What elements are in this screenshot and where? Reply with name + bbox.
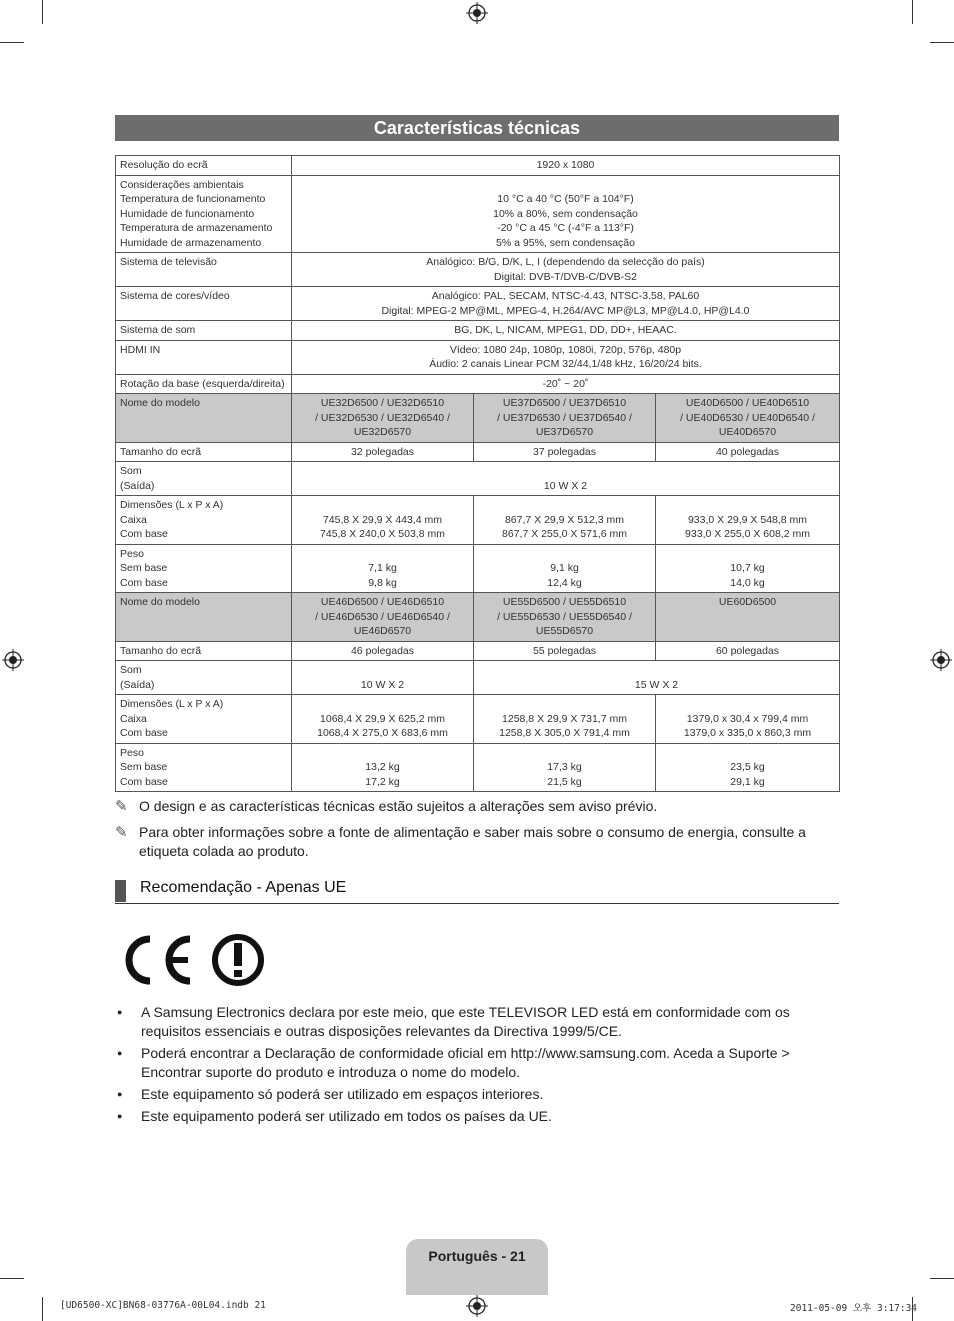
spec-value-line: 32 polegadas — [350, 445, 415, 458]
spec-value — [474, 496, 656, 545]
compliance-logos — [116, 932, 266, 988]
spec-value — [292, 175, 840, 253]
spec-value-line: UE55D6570 — [535, 625, 594, 637]
table-row — [116, 340, 840, 374]
spec-value — [656, 442, 840, 462]
spec-value-line: 745,8 X 29,9 X 443,4 mm — [322, 513, 443, 526]
row-label-line: Com base — [120, 727, 168, 739]
note-item — [115, 823, 839, 861]
row-label-line: Dimensões (L x P x A) — [120, 499, 224, 511]
row-label — [116, 340, 292, 374]
row-label-line: Sistema de som — [120, 324, 196, 336]
spec-value-line: / UE32D6530 / UE32D6540 / — [315, 411, 450, 424]
spec-value-line: UE40D6500 / UE40D6510 — [685, 397, 810, 409]
recommendation-heading-text: Recomendação - Apenas UE — [140, 879, 347, 896]
spec-value-line: 933,0 X 255,0 X 608,2 mm — [685, 528, 810, 540]
spec-value-line: Áudio: 2 canais Linear PCM 32/44,1/48 kHz, 16/20/24 bits. — [429, 358, 702, 370]
spec-value-line: 1258,8 X 305,0 X 791,4 mm — [499, 727, 630, 739]
row-label — [116, 496, 292, 545]
list-item — [115, 1003, 839, 1041]
spec-value-line: UE37D6500 / UE37D6510 — [502, 397, 627, 409]
imprint-left: [UD6500-XC]BN68-03776A-00L04.indb 21 — [60, 1300, 266, 1311]
spec-value — [474, 743, 656, 792]
row-label-line: Som — [120, 664, 142, 676]
row-label-line: HDMI IN — [120, 343, 161, 356]
bullet-text: Este equipamento poderá ser utilizado em todos os países da UE. — [141, 1108, 552, 1124]
page-number-tab: Português - 21 — [406, 1239, 548, 1295]
spec-value-line: 1379,0 x 335,0 x 860,3 mm — [683, 727, 812, 739]
heading-marker — [115, 880, 126, 902]
note-text: O design e as características técnicas estão sujeitos a alterações sem aviso prévio. — [139, 798, 658, 814]
row-label — [116, 743, 292, 792]
row-label-line: Rotação da base (esquerda/direita) — [120, 377, 285, 390]
spec-value-line: 55 polegadas — [532, 644, 597, 657]
spec-value-line: -20˚ ~ 20˚ — [542, 377, 589, 390]
row-label — [116, 156, 292, 176]
alert-mark-icon — [210, 932, 266, 988]
table-row — [116, 156, 840, 176]
note-text: Para obter informações sobre a fonte de alimentação e saber mais sobre o consumo de energia, consulte a etiqueta colada ao produto. — [139, 824, 806, 859]
registration-mark-icon — [2, 649, 24, 671]
spec-value-line: Digital: DVB-T/DVB-C/DVB-S2 — [494, 270, 637, 283]
table-row — [116, 496, 840, 545]
spec-value — [656, 695, 840, 744]
specifications-table — [115, 155, 840, 792]
crop-mark — [42, 0, 43, 24]
spec-value-line: -20 °C a 45 °C (-4°F a 113°F) — [497, 222, 634, 234]
spec-value — [292, 321, 840, 341]
spec-value-line: 10,7 kg — [730, 562, 765, 574]
spec-value-line: 17,2 kg — [365, 775, 400, 788]
spec-value-line: 933,0 X 29,9 X 548,8 mm — [687, 513, 808, 526]
spec-value — [292, 661, 474, 695]
row-label — [116, 593, 292, 642]
bullet-text: Poderá encontrar a Declaração de conformidade oficial em http://www.samsung.com. Aceda a Suporte > Encontrar suporte do produto e introduza o nome do modelo. — [141, 1045, 790, 1080]
spec-value-line: 5% a 95%, sem condensação — [496, 236, 635, 249]
row-label-line: Humidade de funcionamento — [120, 207, 255, 220]
row-label — [116, 641, 292, 661]
row-label-line: Sem base — [120, 761, 168, 773]
row-label-line: Considerações ambientais — [120, 178, 244, 191]
bullet-icon: ● — [117, 1007, 123, 1017]
spec-value — [474, 544, 656, 593]
spec-value — [292, 743, 474, 792]
bullet-icon: ● — [117, 1111, 123, 1121]
table-row — [116, 593, 840, 642]
row-label-line: Resolução do ecrã — [120, 159, 208, 171]
spec-value-line: 1068,4 X 275,0 X 683,6 mm — [317, 727, 448, 739]
spec-value — [292, 462, 840, 496]
spec-value-line: 9,1 kg — [550, 562, 579, 574]
table-row — [116, 695, 840, 744]
compliance-bullets — [115, 1003, 839, 1129]
spec-value-line: 867,7 X 255,0 X 571,6 mm — [502, 528, 627, 540]
spec-value — [292, 695, 474, 744]
row-label-line: Com base — [120, 576, 168, 589]
row-label-line: Temperatura de funcionamento — [120, 193, 266, 205]
row-label-line: Caixa — [120, 513, 147, 526]
bullet-icon: ● — [117, 1089, 123, 1099]
registration-mark-icon — [466, 2, 488, 24]
spec-value — [292, 593, 474, 642]
recommendation-heading — [115, 879, 839, 904]
bullet-icon: ● — [117, 1048, 123, 1058]
spec-value-line: 1379,0 x 30,4 x 799,4 mm — [686, 712, 809, 725]
spec-value — [656, 593, 840, 642]
spec-value — [292, 374, 840, 394]
table-row — [116, 661, 840, 695]
spec-value — [292, 544, 474, 593]
crop-mark — [912, 0, 913, 24]
table-row — [116, 175, 840, 253]
row-label-line: Som — [120, 465, 142, 477]
row-label-line: Com base — [120, 528, 168, 540]
row-label — [116, 442, 292, 462]
table-row — [116, 641, 840, 661]
row-label-line: (Saída) — [120, 479, 155, 492]
imprint-right: 2011-05-09 오후 3:17:34 — [790, 1303, 918, 1314]
spec-value-line: / UE46D6530 / UE46D6540 / — [315, 610, 450, 623]
row-label — [116, 544, 292, 593]
row-label-line: Humidade de armazenamento — [120, 236, 262, 249]
spec-value-line: 1920 x 1080 — [536, 159, 595, 171]
row-label-line: Tamanho do ecrã — [120, 445, 202, 458]
spec-value-line: Digital: MPEG-2 MP@ML, MPEG-4, H.264/AVC MP@L3, MP@L4.0, HP@L4.0 — [381, 304, 750, 317]
row-label — [116, 462, 292, 496]
spec-value-line: 10% a 80%, sem condensação — [493, 207, 638, 220]
spec-value-line: 10 W X 2 — [360, 678, 405, 691]
spec-value-line: Analógico: B/G, D/K, L, I (dependendo da selecção do país) — [426, 256, 705, 268]
pencil-note-icon: ✎ — [115, 824, 128, 841]
spec-value-line: Analógico: PAL, SECAM, NTSC-4.43, NTSC-3.58, PAL60 — [431, 290, 700, 302]
row-label-line: Sistema de televisão — [120, 256, 217, 268]
row-label-line: Com base — [120, 775, 168, 788]
crop-mark — [930, 1278, 954, 1279]
spec-value — [474, 641, 656, 661]
row-label — [116, 321, 292, 341]
row-label-line: Tamanho do ecrã — [120, 644, 202, 657]
spec-value-line: / UE40D6530 / UE40D6540 / — [680, 411, 815, 424]
list-item — [115, 1044, 839, 1082]
registration-mark-icon — [930, 649, 952, 671]
spec-value — [292, 253, 840, 287]
spec-value — [292, 641, 474, 661]
spec-value — [474, 695, 656, 744]
row-label-line: Peso — [120, 547, 144, 560]
row-label — [116, 394, 292, 443]
spec-value-line: 9,8 kg — [368, 576, 397, 589]
spec-value-line: 37 polegadas — [532, 445, 597, 458]
spec-value-line: 46 polegadas — [350, 644, 415, 657]
crop-mark — [930, 42, 954, 43]
table-row — [116, 253, 840, 287]
spec-value-line: 23,5 kg — [730, 761, 765, 773]
table-row — [116, 743, 840, 792]
row-label — [116, 695, 292, 744]
spec-value — [656, 544, 840, 593]
spec-value — [656, 641, 840, 661]
spec-value — [292, 442, 474, 462]
row-label-line: Dimensões (L x P x A) — [120, 698, 224, 710]
spec-value-line: 21,5 kg — [547, 775, 582, 788]
spec-value-line: 1068,4 X 29,9 X 625,2 mm — [320, 712, 445, 725]
spec-value-line: 13,2 kg — [365, 761, 400, 773]
spec-value-line: 29,1 kg — [730, 775, 765, 788]
spec-value-line: 1258,8 X 29,9 X 731,7 mm — [502, 712, 627, 725]
spec-value-line: 12,4 kg — [547, 576, 582, 589]
spec-value-line: UE32D6500 / UE32D6510 — [320, 397, 445, 409]
spec-value-line: / UE55D6530 / UE55D6540 / — [497, 610, 632, 623]
spec-value — [292, 340, 840, 374]
spec-value-line: 14,0 kg — [730, 576, 765, 589]
table-row — [116, 394, 840, 443]
bullet-text: Este equipamento só poderá ser utilizado em espaços interiores. — [141, 1086, 544, 1102]
spec-value-line: 15 W X 2 — [634, 678, 679, 691]
row-label-line: Sem base — [120, 562, 168, 574]
table-row — [116, 442, 840, 462]
crop-mark — [0, 42, 24, 43]
row-label — [116, 253, 292, 287]
spec-value — [292, 287, 840, 321]
spec-value — [474, 593, 656, 642]
list-item — [115, 1107, 839, 1126]
spec-value-line: 10 °C a 40 °C (50°F a 104°F) — [497, 193, 634, 205]
spec-value-line: 7,1 kg — [368, 562, 397, 574]
spec-value-line: 745,8 X 240,0 X 503,8 mm — [320, 528, 445, 540]
row-label — [116, 374, 292, 394]
notes-section — [115, 797, 839, 868]
row-label — [116, 175, 292, 253]
page-title: Características técnicas — [115, 115, 839, 141]
spec-value-line: Vídeo: 1080 24p, 1080p, 1080i, 720p, 576p, 480p — [449, 343, 682, 356]
table-row — [116, 462, 840, 496]
row-label-line: Caixa — [120, 712, 147, 725]
spec-value — [292, 156, 840, 176]
row-label-line: (Saída) — [120, 678, 155, 691]
note-item — [115, 797, 839, 816]
spec-value-line: 17,3 kg — [547, 761, 582, 773]
table-row — [116, 287, 840, 321]
spec-value-line: 867,7 X 29,9 X 512,3 mm — [504, 513, 625, 526]
crop-mark — [0, 1278, 24, 1279]
spec-value-line: 40 polegadas — [715, 445, 780, 458]
spec-value — [656, 394, 840, 443]
list-item — [115, 1085, 839, 1104]
spec-value-line: UE37D6570 — [535, 426, 594, 438]
spec-value-line: 60 polegadas — [715, 644, 780, 657]
row-label-line: Nome do modelo — [120, 596, 200, 608]
spec-value-line: BG, DK, L, NICAM, MPEG1, DD, DD+, HEAAC. — [454, 324, 677, 336]
spec-value — [656, 496, 840, 545]
table-row — [116, 321, 840, 341]
crop-mark — [42, 1297, 43, 1321]
spec-value-line: UE40D6570 — [718, 426, 777, 438]
table-row — [116, 374, 840, 394]
row-label — [116, 287, 292, 321]
spec-value-line: / UE37D6530 / UE37D6540 / — [497, 411, 632, 424]
row-label-line: Peso — [120, 746, 144, 759]
row-label-line: Nome do modelo — [120, 397, 200, 409]
spec-value-line: UE46D6570 — [353, 625, 412, 637]
spec-value — [474, 661, 840, 695]
spec-value — [292, 394, 474, 443]
spec-value-line: UE55D6500 / UE55D6510 — [502, 596, 627, 608]
spec-value — [474, 394, 656, 443]
spec-value-line: UE32D6570 — [353, 426, 412, 438]
spec-value — [474, 442, 656, 462]
spec-value — [656, 743, 840, 792]
pencil-note-icon: ✎ — [115, 798, 128, 815]
row-label — [116, 661, 292, 695]
spec-value — [292, 496, 474, 545]
spec-value-line: UE60D6500 — [718, 596, 777, 608]
spec-value-line: UE46D6500 / UE46D6510 — [320, 596, 445, 608]
row-label-line: Temperatura de armazenamento — [120, 222, 273, 234]
table-row — [116, 544, 840, 593]
spec-value-line: 10 W X 2 — [543, 479, 588, 492]
bullet-text: A Samsung Electronics declara por este meio, que este TELEVISOR LED está em conformidade com os requisitos essenciais e outras disposições relevantes da Directiva 1999/5/CE. — [141, 1004, 790, 1039]
registration-mark-icon — [466, 1295, 488, 1317]
row-label-line: Sistema de cores/vídeo — [120, 290, 230, 302]
ce-mark-icon — [116, 932, 196, 988]
